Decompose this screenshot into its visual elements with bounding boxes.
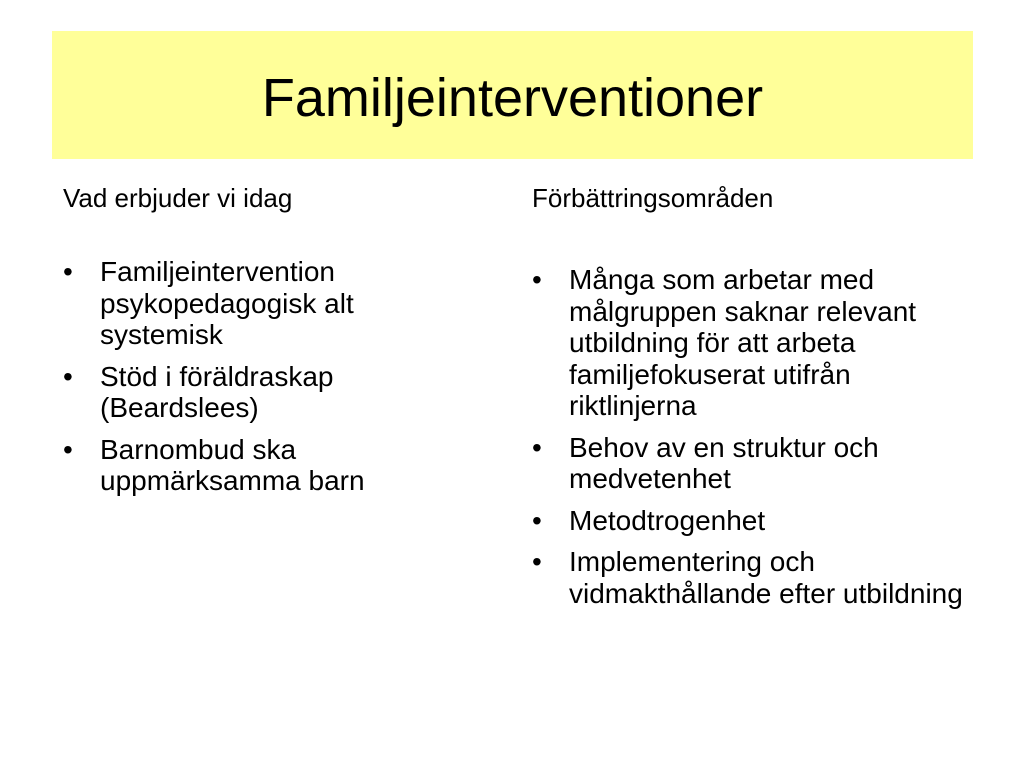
title-banner xyxy=(52,31,973,159)
bullet-icon: • xyxy=(532,431,542,463)
left-bullet-list xyxy=(63,256,483,497)
list-item xyxy=(532,546,972,609)
bullet-icon: • xyxy=(63,360,73,392)
list-item-text: Implementering och vidmakthållande efter utbildning xyxy=(569,546,963,609)
bullet-icon: • xyxy=(532,504,542,536)
list-item-text: Stöd i föräldraskap (Beardslees) xyxy=(100,360,334,423)
bullet-icon: • xyxy=(532,546,542,577)
list-item xyxy=(532,264,972,422)
left-column-heading: Vad erbjuder vi idag xyxy=(63,183,293,213)
list-item xyxy=(532,505,972,537)
list-item xyxy=(63,361,483,424)
right-column xyxy=(532,180,972,619)
list-item-text: Metodtrogenhet xyxy=(569,504,766,536)
right-column-heading: Förbättringsområden xyxy=(532,183,774,213)
list-item-text: Familjeintervention psykopedagogisk alt systemisk xyxy=(100,256,354,350)
list-item-text: Behov av en struktur och medvetenhet xyxy=(569,431,879,494)
slide-title: Familjeinterventioner xyxy=(261,68,764,128)
list-item xyxy=(532,432,972,495)
right-bullet-list xyxy=(532,264,972,609)
left-column xyxy=(63,180,483,507)
list-item-text: Många som arbetar med målgruppen saknar relevant utbildning för att arbeta familjefokuserat utifrån riktlinjerna xyxy=(569,264,917,421)
bullet-icon: • xyxy=(63,433,73,465)
bullet-icon: • xyxy=(532,264,542,295)
bullet-icon: • xyxy=(63,256,73,287)
list-item-text: Barnombud ska uppmärksamma barn xyxy=(100,433,365,496)
list-item xyxy=(63,434,483,497)
list-item xyxy=(63,256,483,351)
